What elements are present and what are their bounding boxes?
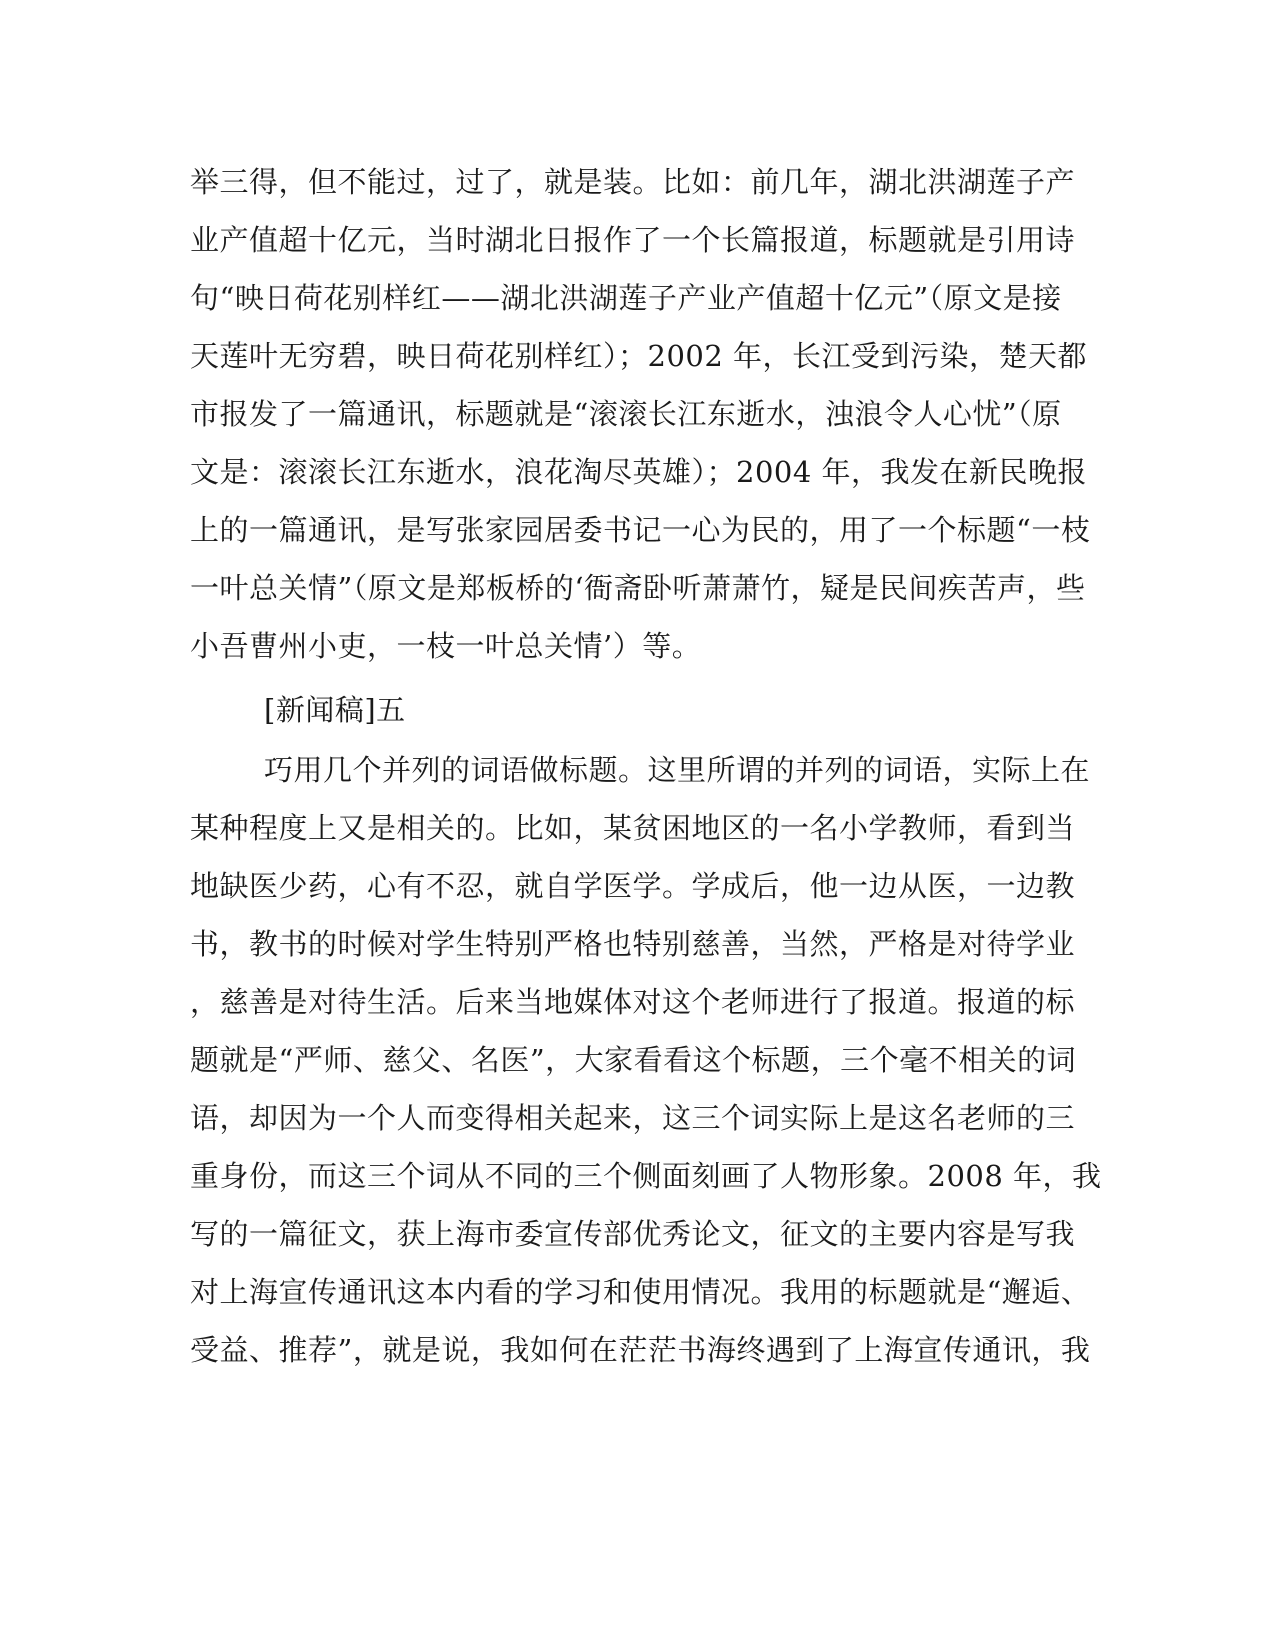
paragraph-1-line: 上的一篇通讯，是写张家园居委书记一心为民的，用了一个标题“一枝 — [190, 513, 1091, 547]
paragraph-2-line: 写的一篇征文，获上海市委宣传部优秀论文，征文的主要内容是写我 — [190, 1217, 1076, 1251]
paragraph-1-line: 市报发了一篇通讯，标题就是“滚滚长江东逝水，浊浪令人心忧”（原 — [190, 397, 1062, 431]
paragraph-2-line: 巧用几个并列的词语做标题。这里所谓的并列的词语，实际上在 — [264, 753, 1091, 787]
paragraph-1-line: 举三得，但不能过，过了，就是装。比如：前几年，湖北洪湖莲子产 — [190, 165, 1076, 199]
section-heading: [新闻稿]五 — [264, 693, 406, 727]
paragraph-2-line: 受益、推荐”，就是说，我如何在茫茫书海终遇到了上海宣传通讯，我 — [190, 1333, 1091, 1367]
paragraph-2-line: 对上海宣传通讯这本内看的学习和使用情况。我用的标题就是“邂逅、 — [190, 1275, 1091, 1309]
paragraph-1-line: 一叶总关情”（原文是郑板桥的‘衙斋卧听萧萧竹，疑是民间疾苦声，些 — [190, 571, 1086, 605]
paragraph-2-line: 重身份，而这三个词从不同的三个侧面刻画了人物形象。2008 年，我 — [190, 1159, 1102, 1193]
paragraph-2-line: 某种程度上又是相关的。比如，某贫困地区的一名小学教师，看到当 — [190, 811, 1076, 845]
paragraph-1-line: 业产值超十亿元，当时湖北日报作了一个长篇报道，标题就是引用诗 — [190, 223, 1076, 257]
paragraph-1-line: 文是：滚滚长江东逝水，浪花淘尽英雄）；2004 年，我发在新民晚报 — [190, 455, 1088, 489]
paragraph-1-line: 小吾曹州小吏，一枝一叶总关情’）等。 — [190, 629, 702, 663]
paragraph-2-line: 书，教书的时候对学生特别严格也特别慈善，当然，严格是对待学业 — [190, 927, 1076, 961]
paragraph-2-line: 题就是“严师、慈父、名医”，大家看看这个标题，三个毫不相关的词 — [190, 1043, 1077, 1077]
paragraph-1-line: 句“映日荷花别样红——湖北洪湖莲子产业产值超十亿元”（原文是接 — [190, 281, 1062, 315]
paragraph-2-line: ，慈善是对待生活。后来当地媒体对这个老师进行了报道。报道的标 — [190, 985, 1076, 1019]
paragraph-2-line: 语，却因为一个人而变得相关起来，这三个词实际上是这名老师的三 — [190, 1101, 1076, 1135]
paragraph-1-line: 天莲叶无穷碧，映日荷花别样红）；2002 年，长江受到污染，楚天都 — [190, 339, 1088, 373]
paragraph-2-line: 地缺医少药，心有不忍，就自学医学。学成后，他一边从医，一边教 — [190, 869, 1076, 903]
